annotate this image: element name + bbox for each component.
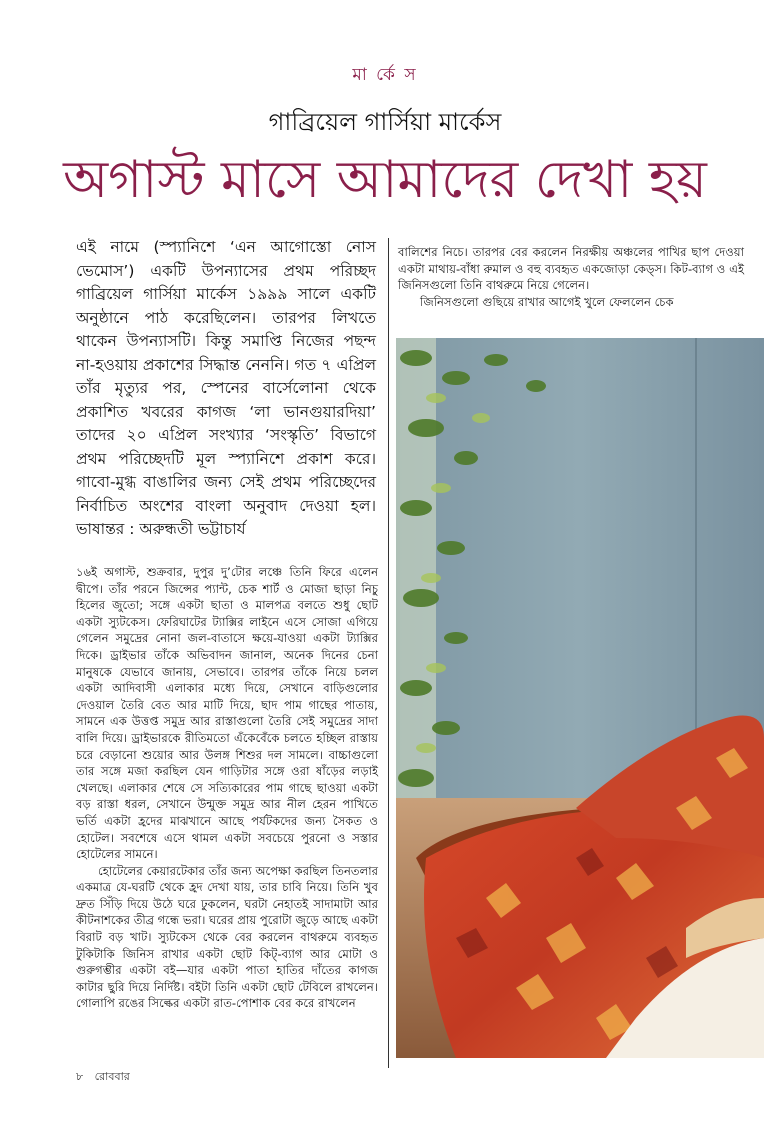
body-paragraph: বালিশের নিচে। তারপর বের করলেন নিরক্ষীয় অঞ্চলের পাখির ছাপ দেওয়া একটা মাথায়-বাঁধা রুমাল ও বহু ব্যবহৃত একজোড়া কেড্‌স। কিট-ব্যাগ ও এই জিনিসগুলো তিনি বাথরুমে নিয়ে গেলেন। <box>398 245 744 293</box>
page-number: ৮ <box>76 1070 84 1083</box>
body-paragraph: ১৬ই অগাস্ট, শুক্রবার, দুপুর দু’টোর লঞ্চে তিনি ফিরে এলেন দ্বীপে। তাঁর পরনে জিন্সের প্যান্ট, চেক শার্ট ও মোজা ছাড়া নিচু হিলের জুতো; সঙ্গে একটা ছাতা ও মালপত্র বলতে শুধু ছোট একটা স্যুটকেস। ফেরিঘাটের ট্যাক্সির লাইনে এসে সোজা এগিয়ে গেলেন সমুদ্রের নোনা জল-বাতাসে ক্ষয়ে-যাওয়া একটা ট্যাক্সির দিকে। ড্রাইভার তাঁকে অভিবাদন জানাল, অনেক দিনের চেনা মানুষকে যেভাবে জানায়, সেভাবে। তারপর তাঁকে নিয়ে চলল একটা আদিবাসী এলাকার মধ্যে দিয়ে, সেখানে বাড়িগুলোর দেওয়াল তৈরি বেত আর মাটি দিয়ে, ছাদ পাম গাছের পাতায়, সামনে এক উত্তপ্ত সমুদ্র আর রাস্তাগুলো তৈরি সেই সমুদ্রের সাদা বালি দিয়ে। ড্রাইভারকে রীতিমতো এঁকেবেঁকে চলতে হচ্ছিল রাস্তায় চরে বেড়ানো শুয়োর আর উলঙ্গ শিশুর দল সামলে। বাচ্চাগুলো তার সঙ্গে মজা করছিল যেন গাড়িটার সঙ্গে ওরা ষাঁড়ের লড়াই খেলছে। এলাকার শেষে সে সত্যিকারের পাম গাছে ছাওয়া একটা বড় রাস্তা ধরল, সেখানে উন্মুক্ত সমুদ্র আর নীল হেরন পাখিতে ভর্তি একটা হ্রদের মাঝখানে আছে পর্যটকদের জন্য সৈকত ও হোটেল। সবশেষে এসে থামল একটা সবচেয়ে পুরনো ও সস্তার হোটেলের সামনে। <box>76 565 378 862</box>
photo-armchair-plant-icon <box>396 338 764 1058</box>
article-photo <box>396 338 764 1058</box>
magazine-section: রোববার <box>94 1070 130 1083</box>
page-folio <box>76 1068 138 1087</box>
column-divider <box>388 238 389 1068</box>
section-kicker: মা র্কে স <box>352 65 418 85</box>
article-headline: অগাস্ট মাসে আমাদের দেখা হয় <box>63 150 707 210</box>
intro-paragraph: এই নামে (স্প্যানিশে ‘এন আগোস্তো নোস ভেমোস’) একটি উপন্যাসের প্রথম পরিচ্ছদ গাব্রিয়েল গার্সিয়া মার্কেস ১৯৯৯ সালে একটি অনুষ্ঠানে পাঠ করেছিলেন। তারপর লিখতে থাকেন উপন্যাসটি। কিন্তু সমাপ্তি নিজের পছন্দ না-হওয়ায় প্রকাশের সিদ্ধান্ত নেননি। গত ৭ এপ্রিল তাঁর মৃত্যুর পর, স্পেনের বার্সেলোনা থেকে প্রকাশিত খবরের কাগজ ‘লা ভানগুয়ারদিয়া’ তাদের ২০ এপ্রিল সংখ্যার ‘সংস্কৃতি’ বিভাগে প্রথম পরিচ্ছেদটি মূল স্প্যানিশে প্রকাশ করে। গাবো-মুগ্ধ বাঙালির জন্য সেই প্রথম পরিচ্ছেদের নির্বাচিত অংশের বাংলা অনুবাদ দেওয়া হল। ভাষান্তর : অরুন্ধতী ভট্টাচার্য <box>76 238 376 538</box>
body-column-left <box>76 564 378 1012</box>
body-paragraph: হোটেলের কেয়ারটেকার তাঁর জন্য অপেক্ষা করছিল তিনতলার একমাত্র যে-ঘরটি থেকে হ্রদ দেখা যায়, তার চাবি নিয়ে। তিনি খুব দ্রুত সিঁড়ি দিয়ে উঠে ঘরে ঢুকলেন, ঘরটা নেহাতই সাদামাটা আর কীটনাশকের তীব্র গন্ধে ভরা। ঘরের প্রায় পুরোটা জুড়ে আছে একটা বিরাট বড় খাট। স্যুটকেস থেকে বের করলেন বাথরুমে ব্যবহৃত টুকিটাকি জিনিস রাখার একটা ছোট কিট্‌-ব্যাগ আর মোটা ও গুরুগম্ভীর একটা বই—যার একটা পাতা হাতির দাঁতের কাগজ কাটার ছুরি দিয়ে নির্দিষ্ট। বইটা তিনি একটা ছোট টেবিলে রাখলেন। গোলাপি রঙের সিল্কের একটা রাত-পোশাক বের করে রাখলেন <box>76 863 378 1011</box>
body-paragraph: জিনিসগুলো গুছিয়ে রাখার আগেই খুলে ফেললেন চেক <box>420 294 674 309</box>
body-column-right <box>398 244 744 310</box>
author-name: গাব্রিয়েল গার্সিয়া মার্কেস <box>268 108 502 136</box>
